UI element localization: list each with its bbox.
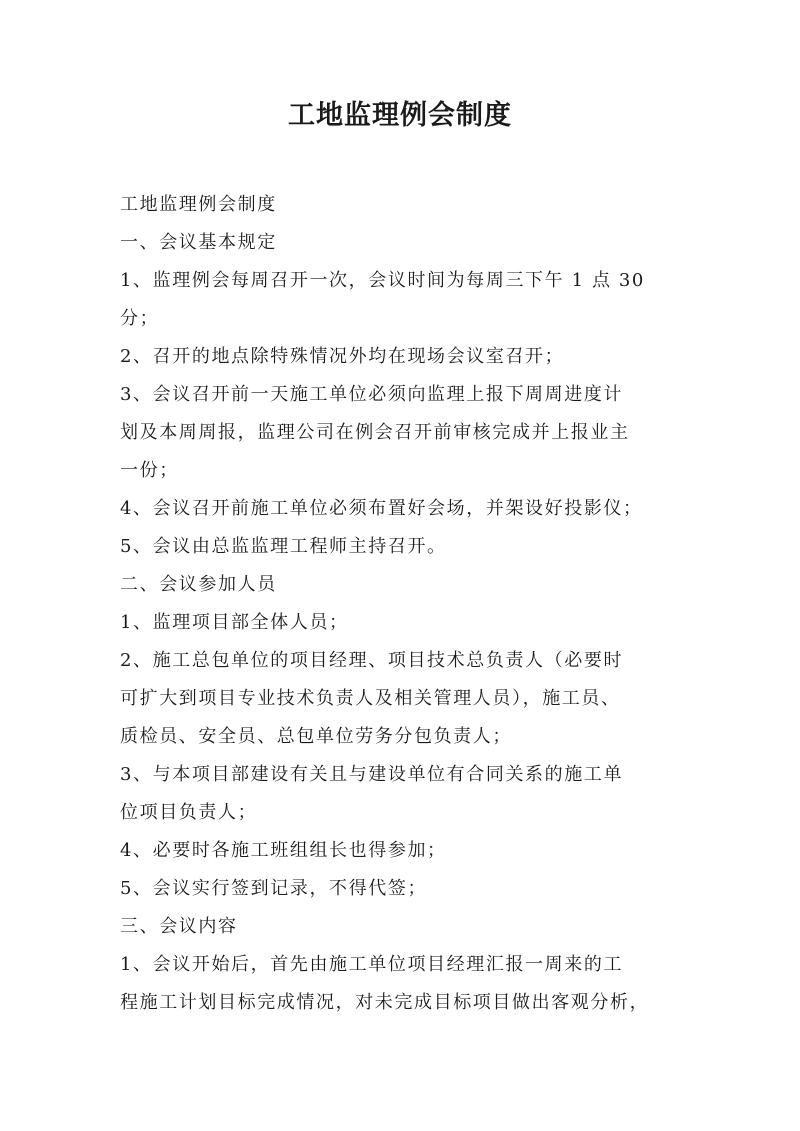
body-line: 1、会议开始后，首先由施工单位项目经理汇报一周来的工: [120, 954, 624, 975]
body-line: 分；: [120, 308, 160, 329]
body-line: 一份；: [120, 460, 179, 481]
body-line: 工地监理例会制度: [120, 194, 277, 215]
body-line: 划及本周周报，监理公司在例会召开前审核完成并上报业主: [120, 422, 630, 443]
body-line: 1、监理项目部全体人员；: [120, 612, 349, 633]
document-title: 工地监理例会制度: [288, 100, 512, 131]
body-line: 程施工计划目标完成情况，对未完成目标项目做出客观分析，: [120, 992, 650, 1013]
body-line: 位项目负责人；: [120, 802, 258, 823]
body-line: 4、会议召开前施工单位必须布置好会场，并架设好投影仪；: [120, 498, 643, 519]
body-line: 质检员、安全员、总包单位劳务分包负责人；: [120, 726, 512, 747]
body-line: 可扩大到项目专业技术负责人及相关管理人员），施工员、: [120, 688, 621, 709]
section-heading: 三、会议内容: [120, 916, 238, 937]
body-line: 2、施工总包单位的项目经理、项目技术总负责人（必要时: [120, 650, 624, 671]
body-line: 3、与本项目部建设有关且与建设单位有合同关系的施工单: [120, 764, 624, 785]
section-heading: 一、会议基本规定: [120, 232, 277, 253]
body-line: 5、会议实行签到记录，不得代签；: [120, 878, 428, 899]
body-line: 5、会议由总监监理工程师主持召开。: [120, 536, 447, 557]
document-body: [120, 186, 692, 1022]
body-line: 2、召开的地点除特殊情况外均在现场会议室召开；: [120, 346, 565, 367]
body-line: 4、必要时各施工班组组长也得参加；: [120, 840, 447, 861]
section-heading: 二、会议参加人员: [120, 574, 277, 595]
body-line: 3、会议召开前一天施工单位必须向监理上报下周周进度计: [120, 384, 624, 405]
body-line: 1、监理例会每周召开一次，会议时间为每周三下午 1 点 30: [120, 270, 645, 291]
